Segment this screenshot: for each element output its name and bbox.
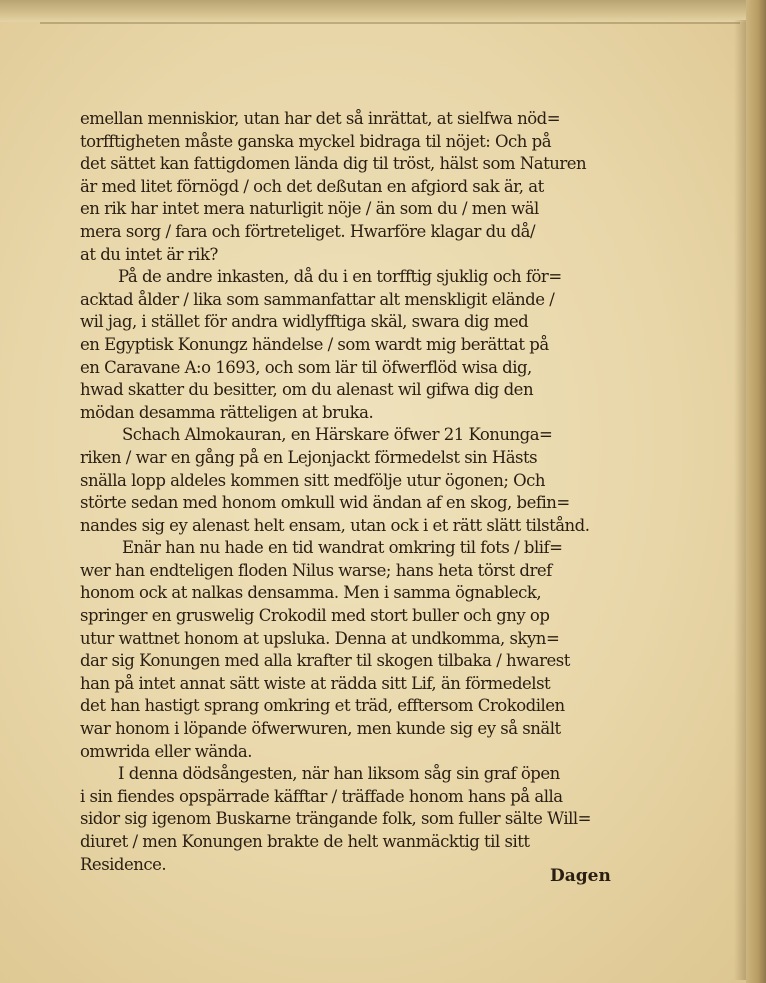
text-line: wil jag, i stället för andra widlyfftiga skäl, swara dig med [80, 312, 529, 332]
catchword: Dagen [550, 866, 611, 886]
text-line: emellan menniskior, utan har det så inrättat, at sielfwa nöd= [80, 109, 561, 128]
body-text [80, 108, 616, 876]
text-line: war honom i löpande öfwerwuren, men kunde sig ey så snält [80, 719, 561, 739]
text-line: I denna dödsångesten, när han liksom såg sin graf öpen [118, 764, 560, 784]
text-line: torfftigheten måste ganska myckel bidraga til nöjet: Och på [80, 131, 552, 151]
text-line: Schach Almokauran, en Härskare öfwer 21 Konunga= [122, 425, 553, 445]
text-line: han på intet annat sätt wiste at rädda sitt Lif, än förmedelst [80, 673, 551, 693]
text-line: utur wattnet honom at upsluka. Denna at undkomma, skyn= [80, 628, 560, 648]
text-line: mödan desamma rätteligen at bruka. [80, 402, 374, 422]
text-line: mera sorg / fara och förtreteliget. Hwarföre klagar du då/ [80, 221, 536, 241]
text-line: På de andre inkasten, då du i en torfftig sjuklig och för= [118, 267, 562, 287]
text-line: i sin fiendes opspärrade käfftar / träffade honom hans på alla [80, 786, 563, 806]
text-line: hwad skatter du besitter, om du alenast wil gifwa dig den [80, 380, 534, 400]
page-top-rule [40, 22, 740, 24]
text-line: störte sedan med honom omkull wid ändan af en skog, befin= [80, 493, 570, 513]
text-line: nandes sig ey alenast helt ensam, utan ock i et rätt slätt tilstånd. [80, 515, 590, 535]
page-gutter-shadow [734, 20, 746, 980]
text-line: riken / war en gång på en Lejonjackt förmedelst sin Hästs [80, 447, 538, 467]
text-line: acktad ålder / lika som sammanfattar alt menskligit elände / [80, 289, 555, 309]
text-line: honom ock at nalkas densamma. Men i samma ögnableck, [80, 583, 542, 603]
text-line: det han hastigt sprang omkring et träd, efftersom Crokodilen [80, 696, 565, 716]
text-line: snälla lopp aldeles kommen sitt medfölje utur ögonen; Och [80, 470, 546, 490]
text-line: omwrida eller wända. [80, 741, 252, 761]
text-line: springer en gruswelig Crokodil med stort buller och gny op [80, 606, 550, 626]
text-line: diuret / men Konungen brakte de helt wanmäcktig til sitt [80, 832, 530, 851]
page-right-edge [746, 0, 766, 983]
text-line: är med litet förnögd / och det deßutan en afgiord sak är, at [80, 176, 544, 196]
text-line: en Egyptisk Konungz händelse / som wardt mig berättat på [80, 334, 549, 354]
text-line: en Caravane A:o 1693, och som lär til öfwerflöd wisa dig, [80, 357, 532, 377]
text-line: wer han endteligen floden Nilus warse; hans heta törst dref [80, 560, 552, 580]
text-line: Enär han nu hade en tid wandrat omkring til fots / blif= [122, 538, 563, 558]
text-line: det sättet kan fattigdomen lända dig til tröst, hälst som Naturen [80, 154, 587, 174]
text-line: Residence. [80, 854, 167, 874]
text-line: sidor sig igenom Buskarne trängande folk, som fuller sälte Will= [80, 809, 591, 829]
text-line: dar sig Konungen med alla krafter til skogen tilbaka / hwarest [80, 651, 570, 671]
text-line: en rik har intet mera naturligit nöje / än som du / men wäl [80, 199, 539, 219]
page-top-edge [0, 0, 766, 22]
text-line: at du intet är rik? [80, 244, 218, 264]
